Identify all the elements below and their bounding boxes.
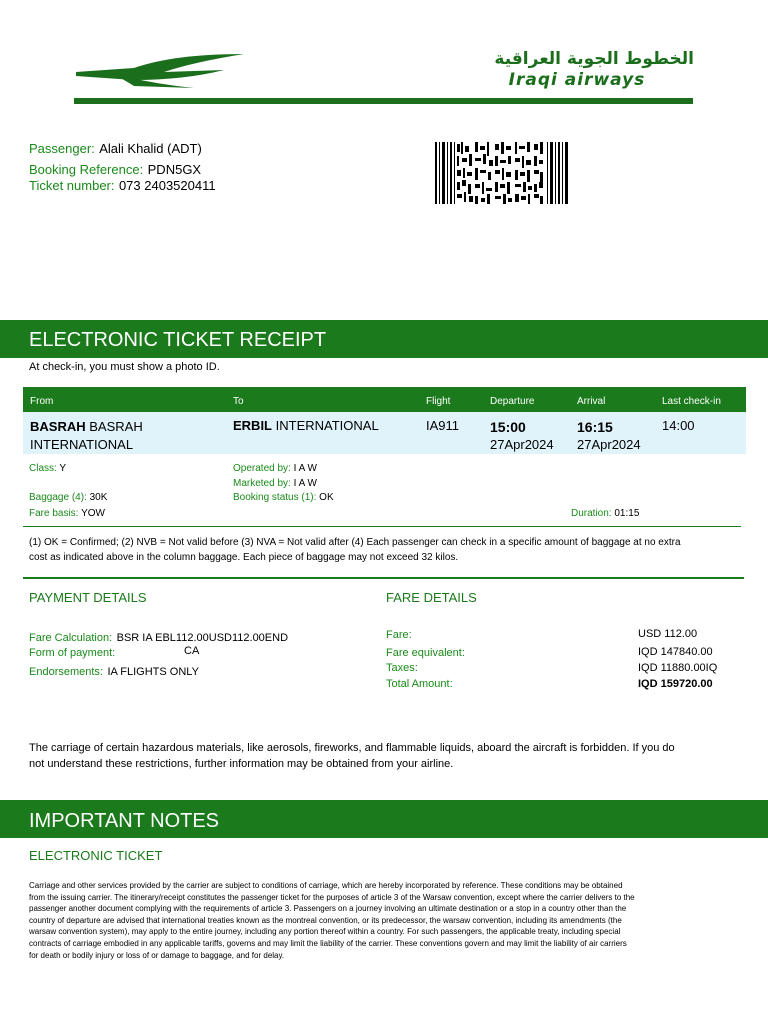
fare-equiv-label: Fare equivalent: bbox=[386, 647, 465, 659]
col-flight: Flight bbox=[426, 396, 451, 407]
fare-basis-label: Fare basis: bbox=[29, 508, 79, 519]
endorse-value: IA FLIGHTS ONLY bbox=[107, 666, 199, 678]
passenger-label: Passenger: bbox=[29, 141, 95, 156]
operated-info bbox=[233, 463, 317, 474]
fare-calc-row bbox=[29, 628, 288, 646]
duration-label: Duration: bbox=[571, 508, 612, 519]
conditions-line: Carriage and other services provided by the carrier are subject to conditions of carriage, which are hereby incorporated by reference. These conditions may be obtained bbox=[29, 881, 623, 890]
departure-time: 15:00 bbox=[490, 419, 526, 435]
legend-line-1: (1) OK = Confirmed; (2) NVB = Not valid before (3) NVA = Not valid after (4) Each passenger can check in a specific amount of baggage at no extra bbox=[29, 537, 681, 548]
departure-date: 27Apr2024 bbox=[490, 437, 554, 452]
baggage-label: Baggage bbox=[29, 492, 70, 503]
from-code: BASRAH bbox=[30, 419, 86, 434]
marketed-info bbox=[233, 478, 317, 489]
flight-number: IA911 bbox=[426, 418, 460, 433]
legend-line-2: cost as indicated above in the column baggage. Each piece of baggage may not exceed 32 kilos. bbox=[29, 552, 459, 563]
arrival-time: 16:15 bbox=[577, 419, 613, 435]
fare-value: USD 112.00 bbox=[638, 628, 698, 640]
conditions-line: contracts of carriage embodied in any applicable tariffs, governs and may limit the liability of the carrier. These conventions govern and may limit the liability of air carriers bbox=[29, 938, 627, 948]
taxes-value: IQD 11880.00IQ bbox=[638, 662, 718, 674]
marketed-value: I A W bbox=[293, 478, 317, 489]
fare-calc-value: BSR IA EBL112.00USD112.00END bbox=[116, 632, 289, 644]
class-value: Y bbox=[59, 463, 67, 474]
booking-value: PDN5GX bbox=[147, 162, 202, 177]
status-value: OK bbox=[319, 492, 334, 503]
receipt-title: ELECTRONIC TICKET RECEIPT bbox=[29, 329, 327, 351]
arabic-airline-name: الخطوط الجوية العراقية bbox=[494, 49, 694, 69]
to-name: INTERNATIONAL bbox=[275, 418, 379, 433]
form-payment-value: CA bbox=[184, 645, 200, 657]
marketed-label: Marketed by: bbox=[233, 478, 291, 489]
conditions-line: passenger another document complying with the requirements of article 3. Passengers on a journey involving an ultimate destination or a stop in a country other than the bbox=[29, 904, 627, 914]
booking-label: Booking Reference: bbox=[29, 162, 144, 177]
from-name: BASRAH bbox=[89, 419, 143, 434]
conditions-line: for death or bodily injury or loss of or damage to baggage, and for delay. bbox=[29, 950, 285, 960]
flight-table-header bbox=[23, 387, 746, 412]
fare-calc-label: Fare Calculation: bbox=[29, 632, 113, 644]
col-from: From bbox=[30, 396, 54, 407]
total-label: Total Amount: bbox=[386, 678, 453, 690]
total-value: IQD 159720.00 bbox=[638, 678, 713, 690]
ticket-label: Ticket number: bbox=[29, 178, 115, 193]
endorse-row bbox=[29, 662, 199, 680]
status-label: Booking status bbox=[233, 492, 299, 503]
payment-title: PAYMENT DETAILS bbox=[29, 590, 147, 605]
taxes-label: Taxes: bbox=[386, 662, 418, 674]
last-checkin-value: 14:00 bbox=[662, 418, 695, 433]
fare-equiv-value: IQD 147840.00 bbox=[638, 646, 713, 658]
conditions-line: from the issuing carrier. The itinerary/receipt constitutes the passenger ticket for the purposes of article 3 of the Warsaw convention, except where the carrier delivers to the bbox=[29, 892, 635, 902]
form-payment-label: Form of payment: bbox=[29, 647, 116, 659]
bird-emblem-icon bbox=[74, 50, 254, 94]
status-ref: (1): bbox=[301, 492, 317, 503]
ticket-row bbox=[29, 177, 216, 195]
fare-basis-value: YOW bbox=[81, 508, 105, 519]
latin-airline-name: Iraqi airways bbox=[508, 70, 646, 90]
passenger-row bbox=[29, 140, 202, 158]
conditions-line: country of departure are advised that international treaties known as the montreal convention, or its predecessor, the warsaw convention, including its amendments (the bbox=[29, 915, 622, 925]
hazard-line-1: The carriage of certain hazardous materials, like aerosols, fireworks, and flammable liquids, aboard the aircraft is forbidden. If you do bbox=[29, 742, 675, 754]
flight-table-row bbox=[23, 412, 746, 454]
to-code: ERBIL bbox=[233, 418, 272, 433]
notes-title: IMPORTANT NOTES bbox=[29, 810, 220, 832]
duration-info bbox=[571, 508, 639, 519]
divider-2 bbox=[23, 577, 744, 579]
hazard-note bbox=[29, 740, 741, 772]
col-to: To bbox=[233, 396, 244, 407]
fare-title: FARE DETAILS bbox=[386, 590, 477, 605]
col-departure: Departure bbox=[490, 396, 535, 407]
legend-note bbox=[29, 535, 729, 565]
fare-basis-info bbox=[29, 508, 105, 519]
class-label: Class: bbox=[29, 463, 57, 474]
notes-banner bbox=[0, 800, 768, 838]
class-info bbox=[29, 463, 66, 474]
baggage-value: 30K bbox=[89, 492, 108, 503]
conditions-text bbox=[29, 880, 735, 961]
ticket-value: 073 2403520411 bbox=[118, 178, 216, 193]
from-name2: INTERNATIONAL bbox=[30, 437, 134, 452]
fare-label: Fare: bbox=[386, 629, 412, 641]
receipt-banner bbox=[0, 320, 768, 358]
logo-underline bbox=[74, 98, 693, 104]
divider-1 bbox=[23, 526, 741, 527]
barcode-icon bbox=[435, 142, 569, 204]
to-cell bbox=[233, 418, 379, 433]
photo-id-note: At check-in, you must show a photo ID. bbox=[29, 361, 220, 373]
arrival-cell bbox=[577, 419, 641, 453]
hazard-line-2: not understand these restrictions, further information may be obtained from your airline. bbox=[29, 758, 454, 770]
electronic-ticket-subtitle: ELECTRONIC TICKET bbox=[29, 848, 163, 863]
operated-value: I A W bbox=[293, 463, 317, 474]
conditions-line: warsaw convention system), may apply to the entire journey, including any portion thereof within a country. For such passengers, the applicable treaty, including special bbox=[29, 927, 621, 937]
col-arrival: Arrival bbox=[577, 396, 606, 407]
col-last-checkin: Last check-in bbox=[662, 396, 721, 407]
passenger-value: Alali Khalid (ADT) bbox=[99, 141, 202, 156]
duration-value: 01:15 bbox=[614, 508, 640, 519]
endorse-label: Endorsements: bbox=[29, 666, 103, 678]
baggage-ref: (4): bbox=[71, 492, 87, 503]
status-info bbox=[233, 492, 334, 503]
baggage-info bbox=[29, 492, 107, 503]
operated-label: Operated by: bbox=[233, 463, 291, 474]
arrival-date: 27Apr2024 bbox=[577, 437, 641, 452]
departure-cell bbox=[490, 419, 554, 453]
airline-logo bbox=[74, 48, 694, 108]
from-cell bbox=[30, 418, 220, 454]
